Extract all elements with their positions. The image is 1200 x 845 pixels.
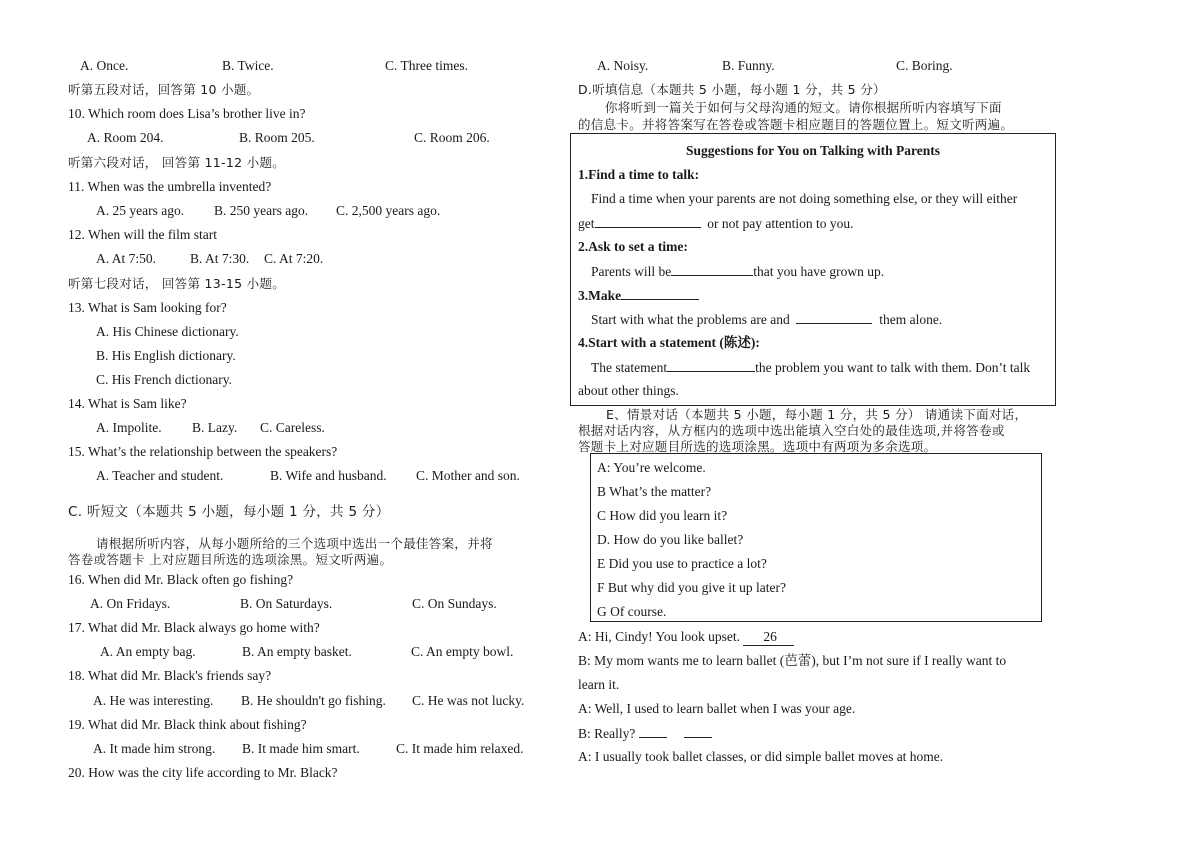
q11-option-b: B. 250 years ago. (214, 203, 309, 218)
q10-question: 10. Which room does Lisa’s brother live in? (68, 106, 306, 121)
card-text-2-post: that you have grown up. (753, 264, 885, 279)
choice-d: D. How do you like ballet? (597, 532, 744, 547)
q9-option-c: C. Three times. (385, 58, 468, 73)
q19-option-c: C. It made him relaxed. (396, 741, 524, 756)
dialog-line-5: A: I usually took ballet classes, or did simple ballet moves at home. (578, 749, 944, 764)
section5-intro: 听第五段对话，回答第 10 小题。 (68, 82, 260, 97)
blank-26-number: 26 (763, 629, 777, 644)
answer-blank-27a[interactable] (639, 725, 667, 738)
card-text-4 (591, 359, 1030, 376)
q11-option-c: C. 2,500 years ago. (336, 203, 441, 218)
q17-option-b: B. An empty basket. (242, 644, 352, 659)
choice-f: F But why did you give it up later? (597, 580, 786, 595)
card-text-4b: about other things. (578, 383, 679, 398)
dialog-line-2b: learn it. (578, 677, 620, 692)
q9-option-a: A. Once. (80, 58, 129, 73)
answer-blank-23[interactable] (621, 287, 699, 300)
q18-option-c: C. He was not lucky. (412, 693, 525, 708)
q18-question: 18. What did Mr. Black's friends say? (68, 668, 272, 683)
card-heading-2: 2.Ask to set a time: (578, 239, 688, 254)
section-c-title: C. 听短文（本题共 5 小题，每小题 1 分，共 5 分） (68, 504, 390, 520)
card-text-1b (578, 215, 853, 232)
section7-intro: 听第七段对话， 回答第 13-15 小题。 (68, 276, 286, 291)
q18-option-b: B. He shouldn't go fishing. (241, 693, 386, 708)
card-text-1b-pre: get (578, 216, 595, 231)
card-text-3 (591, 311, 942, 328)
section-d-instruction-2: 的信息卡。并将答案写在答卷或答题卡相应题目的答题位置上。短文听两遍。 (578, 117, 1014, 132)
section-d-title: D.听填信息（本题共 5 小题，每小题 1 分，共 5 分） (578, 82, 886, 97)
q17-option-a: A. An empty bag. (100, 644, 196, 659)
dialog-line-4-text: B: Really? (578, 726, 636, 741)
q10-option-a: A. Room 204. (87, 130, 164, 145)
section-e-instruction-2: 答题卡上对应题目所选的选项涂黑。选项中有两项为多余选项。 (578, 439, 937, 454)
answer-blank-24[interactable] (796, 311, 872, 324)
q13-question: 13. What is Sam looking for? (68, 300, 227, 315)
q13-option-c: C. His French dictionary. (96, 372, 232, 387)
section-e-instruction-1: 根据对话内容，从方框内的选项中选出能填入空白处的最佳选项,并将答卷或 (578, 423, 1005, 438)
q20-option-b: B. Funny. (722, 58, 775, 73)
q12-option-b: B. At 7:30. (190, 251, 250, 266)
q11-question: 11. When was the umbrella invented? (68, 179, 272, 194)
dialog-line-1-text: A: Hi, Cindy! You look upset. (578, 629, 741, 644)
card-heading-3 (578, 287, 699, 304)
q13-option-b: B. His English dictionary. (96, 348, 236, 363)
choice-b: B What’s the matter? (597, 484, 712, 499)
q14-question: 14. What is Sam like? (68, 396, 187, 411)
choice-g: G Of course. (597, 604, 667, 619)
q19-option-a: A. It made him strong. (93, 741, 216, 756)
answer-blank-27b[interactable] (684, 725, 712, 738)
answer-blank-21[interactable] (595, 215, 701, 228)
card-text-1a: Find a time when your parents are not doing something else, or they will either (591, 191, 1018, 206)
card-text-4-post: the problem you want to talk with them. Don’t talk (755, 360, 1031, 375)
choice-c: C How did you learn it? (597, 508, 728, 523)
q12-option-a: A. At 7:50. (96, 251, 157, 266)
q16-option-c: C. On Sundays. (412, 596, 497, 611)
q20-question: 20. How was the city life according to Mr. Black? (68, 765, 338, 780)
q14-option-b: B. Lazy. (192, 420, 238, 435)
section6-intro: 听第六段对话， 回答第 11-12 小题。 (68, 155, 286, 170)
dialog-line-2a: B: My mom wants me to learn ballet (芭蕾), but I’m not sure if I really want to (578, 653, 1007, 668)
q15-option-c: C. Mother and son. (416, 468, 520, 483)
dialog-line-3: A: Well, I used to learn ballet when I was your age. (578, 701, 856, 716)
q18-option-a: A. He was interesting. (93, 693, 214, 708)
q16-option-a: A. On Fridays. (90, 596, 171, 611)
section-c-instruction-2: 答卷或答题卡 上对应题目所选的选项涂黑。短文听两遍。 (68, 552, 393, 567)
q15-option-a: A. Teacher and student. (96, 468, 224, 483)
section-d-instruction-1: 你将听到一篇关于如何与父母沟通的短文。请你根据所听内容填写下面 (605, 100, 1002, 115)
q17-option-c: C. An empty bowl. (411, 644, 514, 659)
section-e-title: E、情景对话（本题共 5 小题，每小题 1 分，共 5 分） 请通读下面对话， (606, 407, 1028, 422)
card-heading-4: 4.Start with a statement (陈述): (578, 335, 760, 350)
q15-question: 15. What’s the relationship between the speakers? (68, 444, 338, 459)
dialog-line-4 (578, 725, 712, 742)
q15-option-b: B. Wife and husband. (270, 468, 387, 483)
q12-question: 12. When will the film start (68, 227, 217, 242)
q17-question: 17. What did Mr. Black always go home with? (68, 620, 320, 635)
info-card-title: Suggestions for You on Talking with Parents (685, 143, 941, 158)
q12-option-c: C. At 7:20. (264, 251, 324, 266)
card-text-2 (591, 263, 884, 280)
card-text-3-pre: Start with what the problems are and (591, 312, 790, 327)
card-text-3-post: them alone. (879, 312, 943, 327)
choice-e: E Did you use to practice a lot? (597, 556, 767, 571)
q10-option-b: B. Room 205. (239, 130, 315, 145)
answer-blank-26[interactable] (743, 629, 794, 646)
q14-option-c: C. Careless. (260, 420, 325, 435)
card-text-2-pre: Parents will be (591, 264, 672, 279)
section-c-instruction-1: 请根据所听内容，从每小题所给的三个选项中选出一个最佳答案，并将 (96, 536, 493, 551)
q20-option-a: A. Noisy. (597, 58, 649, 73)
q9-option-b: B. Twice. (222, 58, 274, 73)
q19-question: 19. What did Mr. Black think about fishing? (68, 717, 307, 732)
card-heading-3-label: 3.Make (578, 288, 622, 303)
dialog-line-1 (578, 629, 794, 646)
card-text-1b-post: or not pay attention to you. (707, 216, 854, 231)
q16-option-b: B. On Saturdays. (240, 596, 333, 611)
card-heading-1: 1.Find a time to talk: (578, 167, 700, 182)
q20-option-c: C. Boring. (896, 58, 953, 73)
q11-option-a: A. 25 years ago. (96, 203, 185, 218)
card-text-4-pre: The statement (591, 360, 668, 375)
choice-a: A: You’re welcome. (597, 460, 706, 475)
q19-option-b: B. It made him smart. (242, 741, 360, 756)
answer-blank-25[interactable] (667, 359, 755, 372)
q14-option-a: A. Impolite. (96, 420, 162, 435)
answer-blank-22[interactable] (671, 263, 753, 276)
q13-option-a: A. His Chinese dictionary. (96, 324, 239, 339)
q16-question: 16. When did Mr. Black often go fishing? (68, 572, 294, 587)
q10-option-c: C. Room 206. (414, 130, 490, 145)
